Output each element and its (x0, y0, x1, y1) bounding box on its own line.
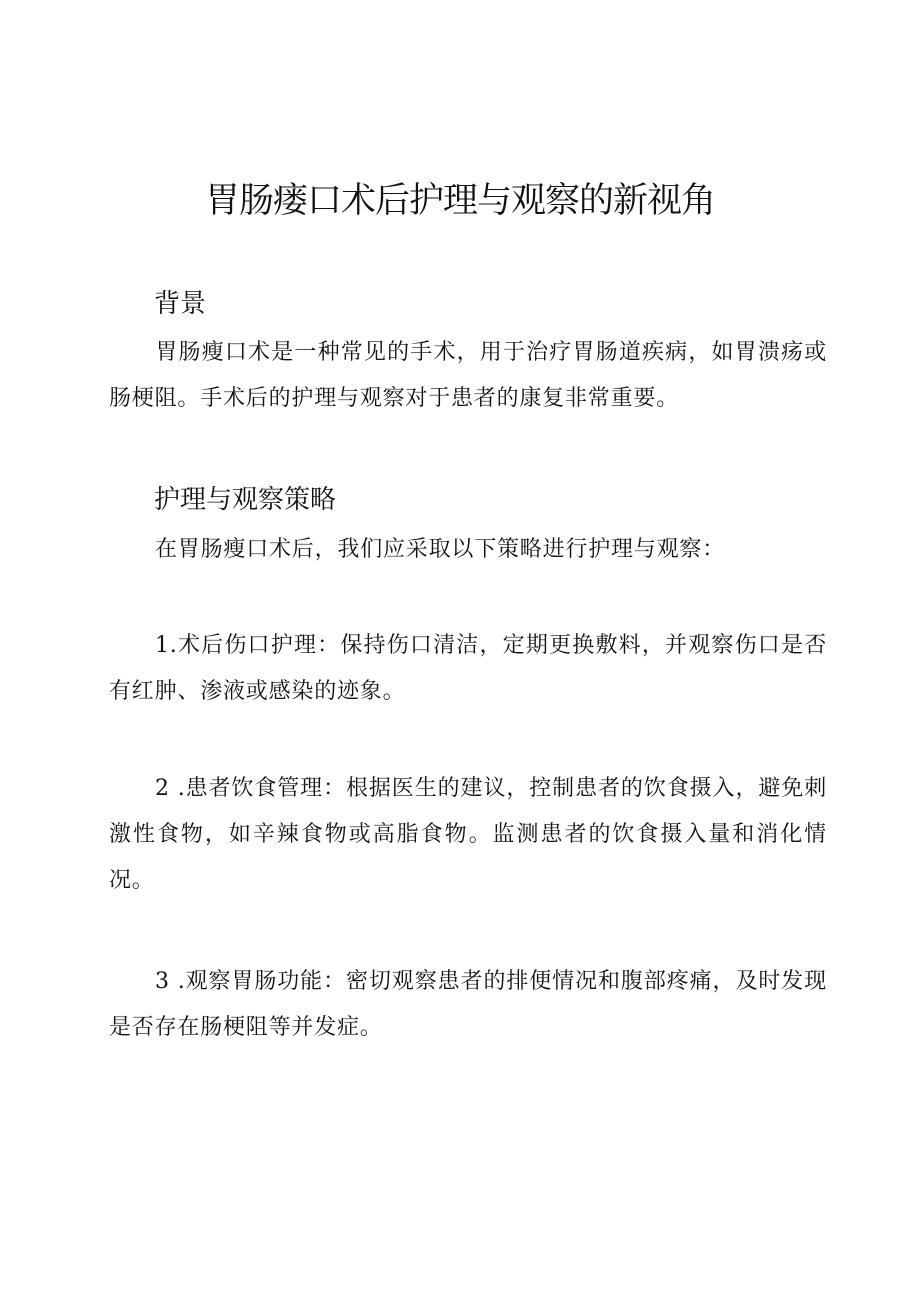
list-item-diet-management (109, 766, 827, 904)
list-item-wound-care-text: 1.术后伤口护理：保持伤口清洁，定期更换敷料，并观察伤口是否有红肿、渗液或感染的迹象。 (109, 633, 827, 704)
section-heading-background: 背景 (154, 289, 207, 319)
strategy-intro-text: 在胃肠瘦口术后，我们应采取以下策略进行护理与观察： (155, 537, 726, 562)
document-title: 胃肠瘘口术后护理与观察的新视角 (204, 181, 715, 221)
list-item-gi-function-text: 3 .观察胃肠功能：密切观察患者的排便情况和腹部疼痛，及时发现是否存在肠梗阻等并发症。 (109, 969, 827, 1040)
list-item-wound-care (109, 623, 827, 715)
section-heading-strategy: 护理与观察策略 (154, 485, 337, 515)
list-item-diet-management-text: 2 .患者饮食管理：根据医生的建议，控制患者的饮食摄入，避免刺激性食物，如辛辣食物或高脂食物。监测患者的饮食摄入量和消化情况。 (109, 776, 827, 893)
background-paragraph (109, 330, 827, 422)
strategy-intro-paragraph (109, 527, 827, 573)
background-paragraph-text: 胃肠瘦口术是一种常见的手术，用于治疗胃肠道疾病，如胃溃疡或肠梗阻。手术后的护理与观察对于患者的康复非常重要。 (109, 340, 827, 411)
list-item-gi-function (109, 959, 827, 1051)
